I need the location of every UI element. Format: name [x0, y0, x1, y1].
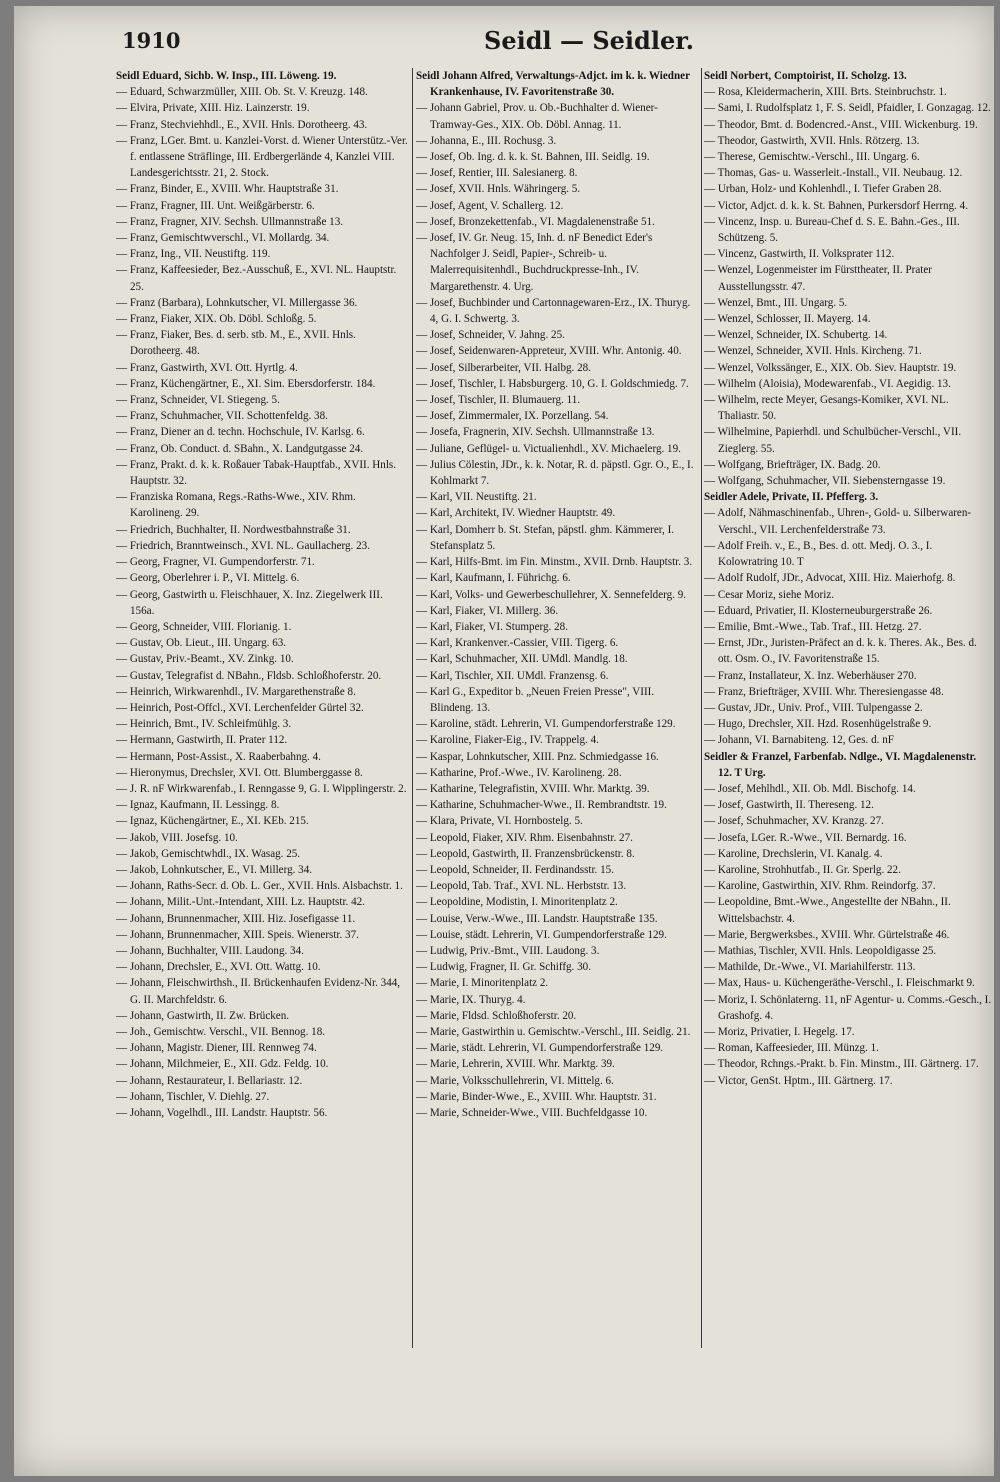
directory-entry: — Cesar Moriz, siehe Moriz. [704, 588, 835, 601]
directory-entry: — Moriz, Privatier, I. Hegelg. 17. [704, 1025, 855, 1038]
page-header [14, 28, 994, 68]
directory-entry: — Johann, Restaurateur, I. Bellariastr. 12. [116, 1074, 303, 1087]
column-divider [701, 68, 702, 1348]
directory-entry: — Franz, Schuhmacher, VII. Schottenfeldg. 38. [116, 410, 328, 423]
directory-entry: — Johann, Vogelhdl., III. Landstr. Hauptstr. 56. [116, 1107, 328, 1119]
directory-entry: — Wilhelm, recte Meyer, Gesangs-Komiker, XVI. NL. Thaliastr. 50. [704, 394, 949, 423]
directory-entry: — Louise, Verw.-Wwe., III. Landstr. Hauptstraße 135. [416, 912, 658, 925]
directory-entry: — Leopold, Tab. Traf., XVI. NL. Herbststr. 13. [416, 880, 627, 893]
directory-entry: — Georg, Oberlehrer i. P., VI. Mittelg. 6. [116, 572, 300, 585]
directory-entry: — Josef, Rentier, III. Salesianerg. 8. [416, 167, 578, 180]
directory-entry: — Wilhelm (Aloisia), Modewarenfab., VI. Aegidig. 13. [704, 377, 951, 390]
directory-entry: — Johann, Magistr. Diener, III. Rennweg 74. [116, 1042, 317, 1055]
surname-heading-entry: Seidl Norbert, Comptoirist, II. Scholzg. 13. [704, 70, 907, 82]
directory-entry: — Josef, Buchbinder und Cartonnagewaren-Erz., IX. Thuryg. 4, G. I. Schwertg. 3. [416, 296, 691, 326]
directory-entry: — Marie, Schneider-Wwe., VIII. Buchfeldgasse 10. [416, 1107, 648, 1119]
directory-entry: — Marie, IX. Thuryg. 4. [416, 993, 526, 1006]
directory-entry: — Franz, Stechviehhdl., E., XVII. Hnls. Dorotheerg. 43. [116, 118, 368, 131]
directory-entry: — Franz, Fiaker, Bes. d. serb. stb. M., E., XVII. Hnls. Dorotheerg. 48. [116, 329, 356, 358]
directory-entry: — Leopoldine, Bmt.-Wwe., Angestellte der NBahn., II. Wittelsbachstr. 4. [704, 896, 951, 925]
directory-entry: — Josef, Ob. Ing. d. k. k. St. Bahnen, III. Seidlg. 19. [416, 151, 650, 164]
directory-entry: — Ignaz, Kaufmann, II. Lessingg. 8. [116, 799, 280, 812]
directory-entry: — Roman, Kaffeesieder, III. Münzg. 1. [704, 1042, 879, 1055]
directory-entry: — Johann, Tischler, V. Diehlg. 27. [116, 1090, 270, 1103]
directory-entry: — Emilie, Bmt.-Wwe., Tab. Traf., III. Hetzg. 27. [704, 620, 922, 633]
directory-entry: — Adolf, Nähmaschinenfab., Uhren-, Gold- u. Silberwaren-Verschl., VII. Lerchenfelderstraße 73. [704, 507, 972, 536]
surname-heading-entry: Seidl Eduard, Sichb. W. Insp., III. Löweng. 19. [116, 70, 337, 82]
directory-entry: — Therese, Gemischtw.-Verschl., III. Ungarg. 6. [704, 151, 920, 164]
directory-entry: — J. R. nF Wirkwarenfab., I. Renngasse 9, G. I. Wipplingerstr. 2. [116, 782, 407, 795]
directory-entry: — Karoline, Drechslerin, VI. Kanalg. 4. [704, 847, 883, 860]
directory-entry: — Juliane, Geflügel- u. Victualienhdl., XV. Michaelerg. 19. [416, 442, 681, 455]
directory-entry: — Leopold, Fiaker, XIV. Rhm. Eisenbahnstr. 27. [416, 831, 633, 844]
directory-entry: — Josef, Silberarbeiter, VII. Halbg. 28. [416, 361, 591, 374]
directory-entry: — Ludwig, Priv.-Bmt., VIII. Laudong. 3. [416, 944, 600, 957]
directory-entry: — Mathilde, Dr.-Wwe., VI. Mariahilferstr. 113. [704, 961, 916, 974]
directory-entry: — Johann Gabriel, Prov. u. Ob.-Buchhalter d. Wiener-Tramway-Ges., XIX. Ob. Döbl. Annag. 11. [416, 102, 658, 131]
directory-entry: — Karoline, Fiaker-Eig., IV. Trappelg. 4. [416, 734, 599, 747]
directory-entry: — Josef, XVII. Hnls. Währingerg. 5. [416, 183, 581, 196]
directory-entry: — Marie, städt. Lehrerin, VI. Gumpendorferstraße 129. [416, 1042, 664, 1055]
directory-entry: — Karl, Architekt, IV. Wiedner Hauptstr. 49. [416, 507, 616, 520]
directory-entry: — Gustav, Ob. Lieut., III. Ungarg. 63. [116, 637, 287, 650]
directory-entry: — Gustav, JDr., Univ. Prof., VIII. Tulpengasse 2. [704, 701, 923, 714]
directory-entry: — Johann, Buchhalter, VIII. Laudong. 34. [116, 944, 304, 957]
directory-entry: — Josefa, Fragnerin, XIV. Sechsh. Ullmannstraße 13. [416, 426, 655, 439]
directory-entry: — Katharine, Prof.-Wwe., IV. Karolineng. 28. [416, 766, 622, 779]
directory-entry: — Georg, Gastwirth u. Fleischhauer, X. Inz. Ziegelwerk III. 156a. [116, 588, 383, 617]
directory-entry: — Franz, Schneider, VI. Stiegeng. 5. [116, 394, 280, 407]
directory-entry: — Franz, Ing., VII. Neustiftg. 119. [116, 248, 271, 261]
directory-entry: — Marie, Gastwirthin u. Gemischtw.-Verschl., III. Seidlg. 21. [416, 1025, 691, 1038]
directory-entry: — Theodor, Bmt. d. Bodencred.-Anst., VIII. Wickenburg. 19. [704, 118, 978, 131]
directory-entry: — Wolfgang, Briefträger, IX. Badg. 20. [704, 458, 881, 471]
directory-entry: — Franz, Fiaker, XIX. Ob. Döbl. Schloßg. 5. [116, 313, 317, 326]
directory-entry: — Max, Haus- u. Küchengeräthe-Verschl., I. Fleischmarkt 9. [704, 977, 975, 990]
page-number: 1910 [122, 28, 181, 53]
directory-entry: — Adolf Freih. v., E., B., Bes. d. ott. Medj. O. 3., I. Kolowratring 10. T [704, 539, 933, 569]
surname-heading-entry: Seidl Johann Alfred, Verwaltungs-Adjct. im k. k. Wiedner Krankenhause, IV. Favoritenstraße 30. [416, 70, 690, 99]
directory-entry: — Franz, Küchengärtner, E., XI. Sim. Ebersdorferstr. 184. [116, 377, 376, 390]
directory-entry: — Elvira, Private, XIII. Hiz. Lainzerstr. 19. [116, 102, 310, 115]
directory-entry: — Hugo, Drechsler, XII. Hzd. Rosenhügelstraße 9. [704, 718, 932, 731]
directory-entry: — Franz, Ob. Conduct. d. SBahn., X. Landgutgasse 24. [116, 442, 364, 455]
directory-entry: — Jakob, VIII. Josefsg. 10. [116, 831, 238, 844]
directory-entry: — Victor, Adjct. d. k. k. St. Bahnen, Purkersdorf Herrng. 4. [704, 199, 968, 212]
directory-entry: — Franz, Gastwirth, XVI. Ott. Hyrtlg. 4. [116, 361, 298, 374]
directory-entry: — Franz, LGer. Bmt. u. Kanzlei-Vorst. d. Wiener Unterstütz.-Ver. f. entlassene Sträflinge, III. Erdbergerlände 4, Kanzlei VIII. Landesgerichtsstr. 21, 2. Stock. [116, 134, 408, 180]
directory-entry: — Ernst, JDr., Juristen-Präfect an d. k. k. Theres. Ak., Bes. d. ott. Osm. O., IV. Favoritenstraße 15. [704, 637, 977, 666]
directory-entry: — Karl, Schuhmacher, XII. UMdl. Mandlg. 18. [416, 653, 628, 666]
directory-entry: — Josef, Zimmermaler, IX. Porzellang. 54. [416, 410, 609, 423]
directory-entry: — Karl, Kaufmann, I. Führichg. 6. [416, 572, 571, 585]
directory-entry: — Johann, Milit.-Unt.-Intendant, XIII. Lz. Hauptstr. 42. [116, 896, 365, 909]
directory-entry: — Franz, Prakt. d. k. k. Roßauer Tabak-Hauptfab., XVII. Hnls. Hauptstr. 32. [116, 458, 396, 488]
directory-entry: — Josef, Bronzekettenfab., VI. Magdalenenstraße 51. [416, 215, 655, 228]
directory-entry: — Wenzel, Schneider, XVII. Hnls. Kircheng. 71. [704, 345, 922, 358]
directory-entry: — Wenzel, Volkssänger, E., XIX. Ob. Siev. Hauptstr. 19. [704, 361, 957, 374]
directory-entry: — Johann, Raths-Secr. d. Ob. L. Ger., XVII. Hnls. Alsbachstr. 1. [116, 880, 403, 893]
directory-entry: — Leopold, Schneider, II. Ferdinandsstr. 15. [416, 863, 614, 876]
directory-entry: — Katharine, Telegrafistin, XVIII. Whr. Marktg. 39. [416, 782, 650, 795]
directory-entry: — Eduard, Privatier, II. Klosterneuburgerstraße 26. [704, 604, 933, 617]
directory-entry: — Marie, Lehrerin, XVIII. Whr. Marktg. 39. [416, 1058, 615, 1071]
directory-entry: — Vincenz, Gastwirth, II. Volksprater 112. [704, 248, 895, 261]
directory-entry: — Theodor, Gastwirth, XVII. Hnls. Rötzerg. 13. [704, 134, 920, 147]
directory-entry: — Johanna, E., III. Rochusg. 3. [416, 134, 557, 147]
surname-heading-entry: Seidler Adele, Private, II. Pfefferg. 3. [704, 491, 879, 504]
directory-entry: — Wenzel, Schlosser, II. Mayerg. 14. [704, 313, 871, 326]
directory-entry: — Karoline, städt. Lehrerin, VI. Gumpendorferstraße 129. [416, 718, 676, 731]
directory-entry: — Ludwig, Fragner, II. Gr. Schiffg. 30. [416, 961, 591, 974]
directory-entry: — Theodor, Rchngs.-Prakt. b. Fin. Minstm., III. Gärtnerg. 17. [704, 1058, 979, 1071]
directory-entry: — Franz, Fragner, XIV. Sechsh. Ullmannstraße 13. [116, 215, 344, 228]
directory-entry: — Friedrich, Branntweinsch., XVI. NL. Gaullacherg. 23. [116, 539, 370, 552]
directory-entry: — Kaspar, Lohnkutscher, XIII. Pnz. Schmiedgasse 16. [416, 750, 659, 763]
directory-entry: — Josef, Mehlhdl., XII. Ob. Mdl. Bischofg. 14. [704, 782, 916, 795]
directory-entry: — Joh., Gemischtw. Verschl., VII. Bennog. 18. [116, 1025, 326, 1038]
directory-entry: — Marie, Volksschullehrerin, VI. Mittelg. 6. [416, 1074, 614, 1087]
directory-entry: — Franz, Kaffeesieder, Bez.-Ausschuß, E., XVI. NL. Hauptstr. 25. [116, 264, 397, 293]
directory-page [14, 6, 994, 1476]
directory-entry: — Louise, städt. Lehrerin, VI. Gumpendorferstraße 129. [416, 928, 667, 941]
directory-entry: — Karl, Tischler, XII. UMdl. Franzensg. 6. [416, 669, 609, 682]
directory-entry: — Josef, IV. Gr. Neug. 15, Inh. d. nF Benedict Eder's Nachfolger J. Seidl, Papier-, Schreib- u. Malerrequisitenhdl., Buchdruckpresse-Inh., IV. Margarethenstr. 4. Urg. [416, 232, 653, 293]
directory-entry: — Franz, Diener an d. techn. Hochschule, IV. Karlsg. 6. [116, 426, 365, 439]
directory-entry: — Gustav, Priv.-Beamt., XV. Zinkg. 10. [116, 653, 294, 666]
directory-entry: — Heinrich, Wirkwarenhdl., IV. Margarethenstraße 8. [116, 685, 356, 698]
directory-entry: — Katharine, Schuhmacher-Wwe., II. Rembrandtstr. 19. [416, 799, 667, 812]
directory-entry: — Johann, Brunnenmacher, XIII. Speis. Wienerstr. 37. [116, 928, 359, 941]
directory-entry: — Friedrich, Buchhalter, II. Nordwestbahnstraße 31. [116, 523, 351, 536]
directory-entry: — Jakob, Gemischtwhdl., IX. Wasag. 25. [116, 847, 301, 860]
directory-entry: — Wenzel, Logenmeister im Fürsttheater, II. Prater Ausstellungsstr. 47. [704, 264, 932, 293]
directory-entry: — Heinrich, Post-Offcl., XVI. Lerchenfelder Gürtel 32. [116, 701, 364, 714]
directory-entry: — Adolf Rudolf, JDr., Advocat, XIII. Hiz. Maierhofg. 8. [704, 572, 956, 585]
directory-entry: — Franz, Gemischtwverschl., VI. Mollardg. 34. [116, 232, 330, 245]
column-2 [416, 68, 698, 1448]
directory-entry: — Moriz, I. Schönlaterng. 11, nF Agentur- u. Comms.-Gesch., I. Grashofg. 4. [704, 993, 992, 1022]
directory-entry: — Urban, Holz- und Kohlenhdl., I. Tiefer Graben 28. [704, 183, 942, 196]
directory-entry: — Karoline, Gastwirthin, XIV. Rhm. Reindorfg. 37. [704, 880, 936, 893]
directory-entry: — Klara, Private, VI. Hornbostelg. 5. [416, 815, 583, 828]
directory-entry: — Marie, Binder-Wwe., E., XVIII. Whr. Hauptstr. 31. [416, 1090, 657, 1103]
directory-entry: — Jakob, Lohnkutscher, E., VI. Millerg. 34. [116, 863, 313, 876]
directory-entry: — Josef, Schneider, V. Jahng. 25. [416, 329, 565, 342]
directory-entry: — Karl, Volks- und Gewerbeschullehrer, X. Sennefelderg. 9. [416, 588, 687, 601]
column-1 [116, 68, 408, 1448]
directory-entry: — Karl, Domherr b. St. Stefan, päpstl. ghm. Kämmerer, I. Stefansplatz 5. [416, 523, 675, 552]
directory-entry: — Franz, Installateur, X. Inz. Weberhäuser 270. [704, 669, 917, 682]
directory-entry: — Eduard, Schwarzmüller, XIII. Ob. St. V. Kreuzg. 148. [116, 86, 368, 99]
directory-entry: — Johann, Milchmeier, E., XII. Gdz. Feldg. 10. [116, 1058, 329, 1071]
directory-entry: — Mathias, Tischler, XVII. Hnls. Leopoldigasse 25. [704, 944, 937, 957]
directory-entry: — Franz, Binder, E., XVIII. Whr. Hauptstraße 31. [116, 183, 339, 196]
directory-entry: — Thomas, Gas- u. Wasserleit.-Install., VII. Neubaug. 12. [704, 167, 963, 180]
directory-entry: — Karl, VII. Neustiftg. 21. [416, 491, 537, 504]
directory-entry: — Karl, Hilfs-Bmt. im Fin. Minstm., XVII. Drnb. Hauptstr. 3. [416, 556, 693, 569]
directory-entry: — Marie, Fldsd. Schloßhoferstr. 20. [416, 1009, 577, 1022]
directory-entry: — Wolfgang, Schuhmacher, VII. Siebensterngasse 19. [704, 475, 946, 488]
directory-entry: — Franziska Romana, Regs.-Raths-Wwe., XIV. Rhm. Karolineng. 29. [116, 491, 356, 520]
directory-entry: — Karl, Krankenver.-Cassier, VIII. Tigerg. 6. [416, 637, 619, 650]
directory-entry: — Rosa, Kleidermacherin, XIII. Brts. Steinbruchstr. 1. [704, 86, 947, 99]
directory-entry: — Marie, Bergwerksbes., XVIII. Whr. Gürtelstraße 46. [704, 928, 950, 941]
directory-entry: — Karoline, Strohhutfab., II. Gr. Sperlg. 22. [704, 863, 901, 876]
directory-entry: — Hermann, Gastwirth, II. Prater 112. [116, 734, 288, 747]
directory-entry: — Gustav, Telegrafist d. NBahn., Fldsb. Schloßhoferstr. 20. [116, 669, 382, 682]
directory-entry: — Victor, GenSt. Hptm., III. Gärtnerg. 17. [704, 1074, 893, 1087]
column-3 [704, 68, 992, 1448]
directory-entry: — Georg, Fragner, VI. Gumpendorferstr. 71. [116, 556, 315, 569]
directory-entry: — Marie, I. Minoritenplatz 2. [416, 977, 549, 990]
directory-entry: — Leopoldine, Modistin, I. Minoritenplatz 2. [416, 896, 618, 909]
directory-entry: — Karl, Fiaker, VI. Millerg. 36. [416, 604, 559, 617]
directory-entry: — Wenzel, Schneider, IX. Schubertg. 14. [704, 329, 888, 342]
directory-entry: — Karl G., Expeditor b. „Neuen Freien Presse", VIII. Blindeng. 13. [416, 685, 655, 714]
directory-entry: — Wilhelmine, Papierhdl. und Schulbücher-Verschl., VII. Zieglerg. 55. [704, 426, 962, 455]
directory-entry: — Josef, Tischler, II. Blumauerg. 11. [416, 394, 581, 407]
directory-entry: — Sami, I. Rudolfsplatz 1, F. S. Seidl, Pfaidler, I. Gonzagag. 12. [704, 102, 991, 115]
directory-entry: — Josef, Gastwirth, II. Thereseng. 12. [704, 799, 874, 812]
directory-entry: — Ignaz, Küchengärtner, E., XI. KEb. 215. [116, 815, 309, 828]
directory-entry: — Julius Cölestin, JDr., k. k. Notar, R. d. päpstl. Ggr. O., E., I. Kohlmarkt 7. [416, 458, 694, 488]
directory-entry: — Johann, VI. Barnabiteng. 12, Ges. d. nF [704, 734, 894, 747]
directory-entry: — Josef, Agent, V. Schallerg. 12. [416, 199, 564, 212]
directory-entry: — Johann, Drechsler, E., XVI. Ott. Wattg. 10. [116, 961, 321, 974]
directory-entry: — Franz, Briefträger, XVIII. Whr. Theresiengasse 48. [704, 685, 944, 698]
directory-entry: — Hieronymus, Drechsler, XVI. Ott. Blumberggasse 8. [116, 766, 363, 779]
column-divider [412, 68, 413, 1348]
directory-entry: — Franz, Fragner, III. Unt. Weißgärberstr. 6. [116, 199, 315, 212]
directory-entry: — Johann, Gastwirth, II. Zw. Brücken. [116, 1009, 290, 1022]
directory-entry: — Georg, Schneider, VIII. Florianig. 1. [116, 620, 292, 633]
directory-entry: — Josefa, LGer. R.-Wwe., VII. Bernardg. 16. [704, 831, 907, 844]
running-head: Seidl — Seidler. [484, 26, 695, 55]
directory-entry: — Josef, Schuhmacher, XV. Kranzg. 27. [704, 815, 884, 828]
surname-heading-entry: Seidler & Franzel, Farbenfab. Ndlge., VI. Magdalenenstr. 12. T Urg. [704, 750, 977, 779]
directory-entry: — Josef, Tischler, I. Habsburgerg. 10, G. I. Goldschmiedg. 7. [416, 377, 689, 390]
directory-entry: — Franz (Barbara), Lohnkutscher, VI. Millergasse 36. [116, 296, 358, 309]
directory-entry: — Leopold, Gastwirth, II. Franzensbrückenstr. 8. [416, 847, 635, 860]
directory-entry: — Johann, Brunnenmacher, XIII. Hiz. Josefigasse 11. [116, 912, 356, 925]
directory-entry: — Wenzel, Bmt., III. Ungarg. 5. [704, 296, 848, 309]
directory-entry: — Heinrich, Bmt., IV. Schleifmühlg. 3. [116, 718, 292, 731]
directory-entry: — Josef, Seidenwaren-Appreteur, XVIII. Whr. Antonig. 40. [416, 345, 682, 358]
directory-entry: — Hermann, Post-Assist., X. Raaberbahng. 4. [116, 750, 321, 763]
directory-entry: — Johann, Fleischwirthsh., II. Brückenhaufen Evidenz-Nr. 344, G. II. Marchfeldstr. 6. [116, 977, 401, 1006]
directory-entry: — Karl, Fiaker, VI. Stumperg. 28. [416, 620, 568, 633]
directory-entry: — Vincenz, Insp. u. Bureau-Chef d. S. E. Bahn.-Ges., III. Schützeng. 5. [704, 215, 960, 245]
